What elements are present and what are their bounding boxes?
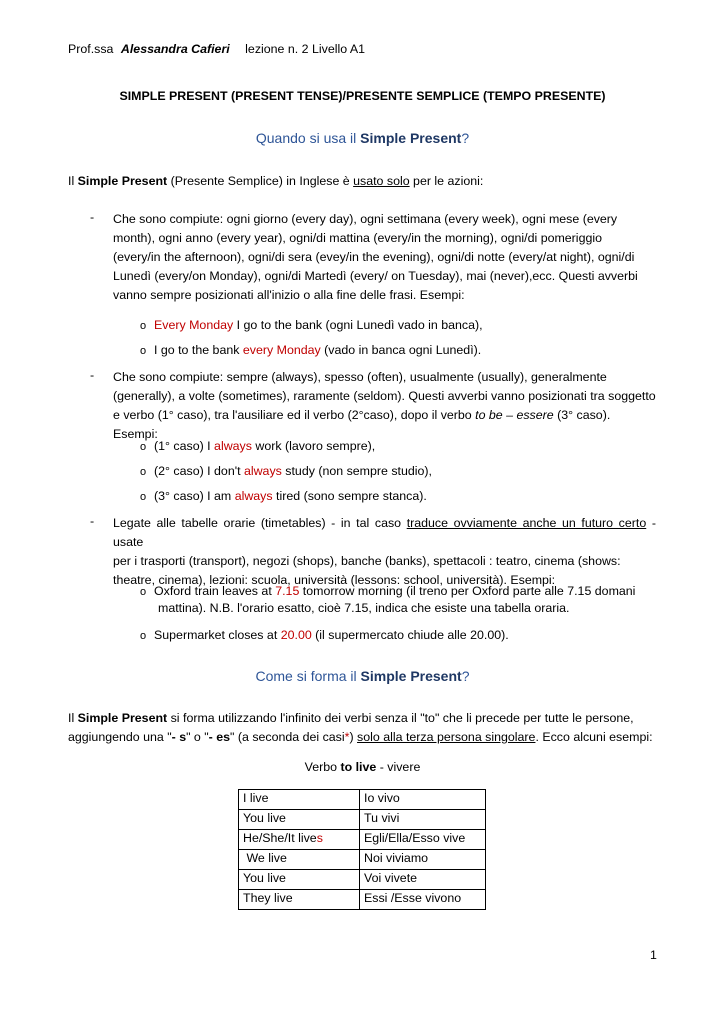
header-name: Alessandra Cafieri bbox=[120, 42, 230, 56]
example-list-item: o Supermarket closes at 20.00 (il supermercato chiude alle 20.00). bbox=[140, 628, 509, 642]
bullet-dash: - bbox=[90, 210, 95, 224]
example-list-item: o (1° caso) I always work (lavoro sempre), bbox=[140, 439, 376, 453]
table-row: They live Essi /Esse vivono bbox=[239, 890, 486, 910]
formation-paragraph: Il Simple Present si forma utilizzando l'infinito dei verbi senza il "to" che li precede per tutte le persone, aggiungendo una "- s" o "- es" (a seconda dei casi*) solo alla terza persona singolare. Ecco alcuni esempi: bbox=[68, 711, 653, 744]
bullet-dash: - bbox=[90, 514, 95, 528]
example-continuation: mattina). N.B. l'orario esatto, cioè 7.15, indica che esiste una tabella oraria. bbox=[158, 601, 570, 615]
table-row: I live Io vivo bbox=[239, 790, 486, 810]
document-title: SIMPLE PRESENT (PRESENT TENSE)/PRESENTE SEMPLICE (TEMPO PRESENTE) bbox=[119, 89, 606, 103]
verb-caption: Verbo to live - vivere bbox=[304, 760, 421, 774]
table-row: He/She/It lives Egli/Ella/Esso vive bbox=[239, 830, 486, 850]
section-heading-formation: Come si forma il Simple Present? bbox=[255, 668, 470, 684]
table-row: You live Tu vivi bbox=[239, 810, 486, 830]
section-heading-usage: Quando si usa il Simple Present? bbox=[255, 130, 470, 146]
header-prof: Prof.ssa bbox=[68, 42, 114, 56]
bullet-2-text: Che sono compiute: sempre (always), spesso (often), usualmente (usually), generalmente (generally), a volte (sometimes), raramente (seldom). Questi avverbi vanno posizionati tra soggetto e verbo (1° caso), tra l'ausiliare ed il verbo (2°caso), dopo il verbo to be – essere (3° caso). Esempi: bbox=[113, 370, 656, 441]
example-list-item: o (2° caso) I don't always study (non sempre studio), bbox=[140, 464, 432, 478]
page-number: 1 bbox=[650, 948, 657, 962]
example-list-item: o I go to the bank every Monday (vado in banca ogni Lunedì). bbox=[140, 343, 482, 357]
bullet-dash: - bbox=[90, 368, 95, 382]
table-row: You live Voi vivete bbox=[239, 870, 486, 890]
example-list-item: o Oxford train leaves at 7.15 tomorrow morning (il treno per Oxford parte alle 7.15 domani bbox=[140, 584, 636, 598]
bullet-1-text: Che sono compiute: ogni giorno (every day), ogni settimana (every week), ogni mese (every month), ogni anno (every year), ogni/di mattina (every/in the morning), ogni/di pomeriggio (every/in the afternoon), ogni/di sera (evey/in the evening), ogni/di notte (every/at night), ogni/di Lunedì (every/on Monday), ogni/di Martedì (every/ on Tuesday), mai (never),ecc. Questi avverbi vanno sempre posizionati all'inizio o alla fine delle frasi. Esempi: bbox=[113, 212, 638, 302]
intro-paragraph: Il Simple Present (Presente Semplice) in Inglese è usato solo per le azioni: bbox=[68, 174, 484, 188]
table-row: We live Noi viviamo bbox=[239, 850, 486, 870]
header-lesson: lezione n. 2 Livello A1 bbox=[245, 42, 366, 56]
page-header bbox=[68, 42, 365, 56]
example-list-item: o Every Monday I go to the bank (ogni Lunedì vado in banca), bbox=[140, 318, 483, 332]
example-list-item: o (3° caso) I am always tired (sono sempre stanca). bbox=[140, 489, 427, 503]
conjugation-table bbox=[238, 789, 486, 910]
bullet-3-text: Legate alle tabelle orarie (timetables) - in tal caso traduce ovviamente anche un futuro certo - usate per i trasporti (transport), negozi (shops), banche (banks), spettacoli : teatro, cinema (shows: theatre, cinema), lezioni: scuola, università (lessons: school, università). Esempi: bbox=[113, 516, 656, 587]
